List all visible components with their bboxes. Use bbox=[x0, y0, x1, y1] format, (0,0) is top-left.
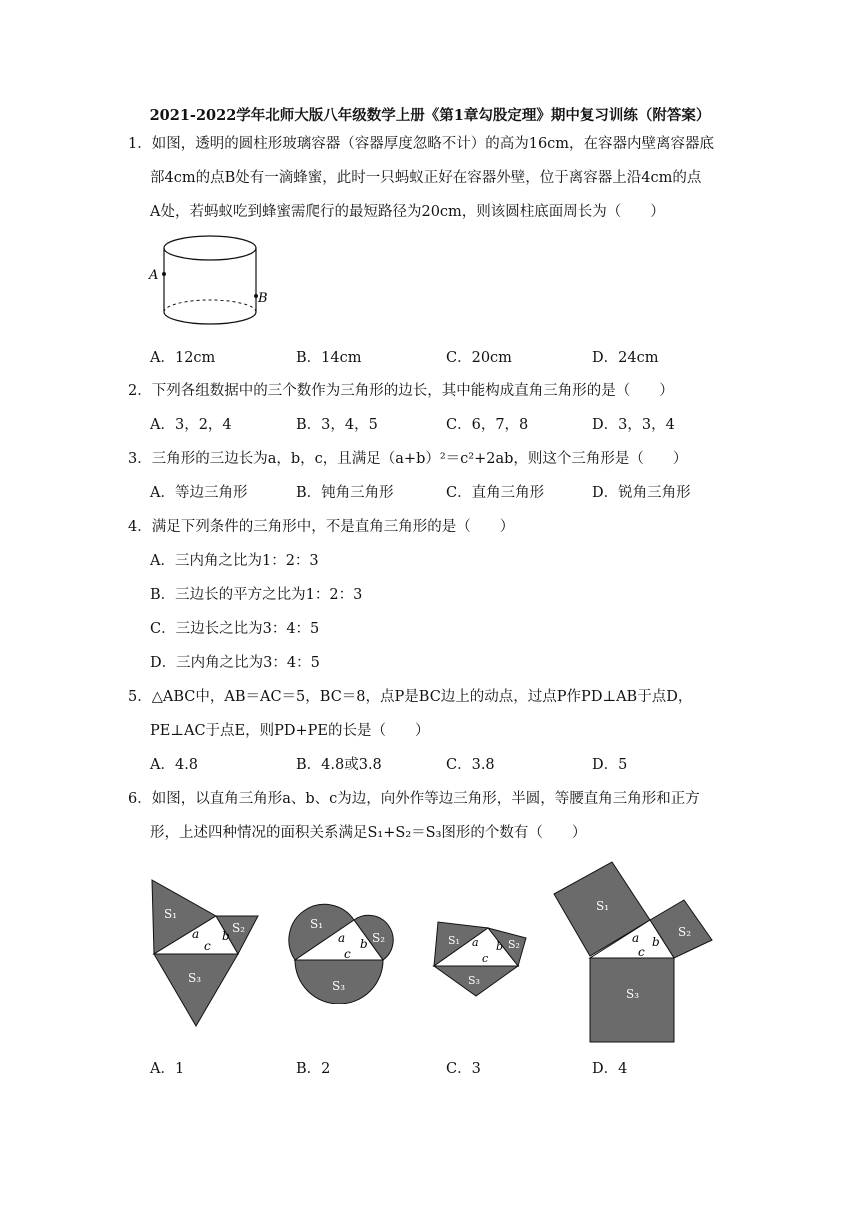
q6-option-d[interactable]: D．4 bbox=[592, 1061, 628, 1077]
q4-option-d[interactable]: D．三内角之比为3：4：5 bbox=[150, 655, 320, 671]
q2-option-d[interactable]: D．3，3，4 bbox=[592, 417, 675, 433]
fig1-c: c bbox=[204, 939, 211, 953]
q2-option-a[interactable]: A．3，2，4 bbox=[150, 417, 232, 433]
q5-option-c[interactable]: C．3.8 bbox=[446, 757, 495, 773]
fig2-c: c bbox=[344, 947, 351, 961]
cylinder-figure bbox=[140, 232, 280, 338]
q6-option-c[interactable]: C．3 bbox=[446, 1061, 481, 1077]
fig2-a: a bbox=[338, 931, 346, 945]
cylinder-label-b: B bbox=[258, 291, 268, 306]
fig3-c: c bbox=[482, 952, 489, 965]
q2-option-c[interactable]: C．6，7，8 bbox=[446, 417, 529, 433]
fig1-s3: S₃ bbox=[188, 971, 202, 985]
fig1-s2: S₂ bbox=[232, 921, 246, 935]
fig4-s1: S₁ bbox=[596, 899, 610, 913]
q4-option-c[interactable]: C．三边长之比为3：4：5 bbox=[150, 621, 320, 637]
q6-figure-equilateral bbox=[148, 874, 264, 1030]
q3-option-b[interactable]: B．钝角三角形 bbox=[296, 485, 394, 501]
q1-line3: A处，若蚂蚁吃到蜂蜜需爬行的最短路径为20cm，则该圆柱底面周长为（ ） bbox=[150, 204, 665, 220]
q6-line2: 形，上述四种情况的面积关系满足S₁+S₂＝S₃图形的个数有（ ） bbox=[150, 825, 587, 841]
fig4-a: a bbox=[632, 931, 640, 945]
q6-figure-semicircle bbox=[288, 898, 400, 1004]
q6-option-b[interactable]: B．2 bbox=[296, 1061, 331, 1077]
fig4-s3: S₃ bbox=[626, 987, 640, 1001]
q3-line1: 3．三角形的三边长为a，b，c，且满足（a+b）²＝c²+2ab，则这个三角形是（ ） bbox=[128, 451, 688, 467]
fig3-a: a bbox=[472, 936, 479, 949]
fig3-s2: S₂ bbox=[508, 938, 520, 951]
fig1-a: a bbox=[192, 927, 200, 941]
q6-figure-squares bbox=[552, 860, 716, 1048]
q3-option-a[interactable]: A．等边三角形 bbox=[150, 485, 248, 501]
fig2-s2: S₂ bbox=[372, 931, 386, 945]
q1-line1: 1．如图，透明的圆柱形玻璃容器（容器厚度忽略不计）的高为16cm，在容器内壁离容器底 bbox=[128, 136, 715, 152]
q6-option-a[interactable]: A．1 bbox=[150, 1061, 185, 1077]
fig1-s1: S₁ bbox=[164, 907, 178, 921]
q4-line1: 4．满足下列条件的三角形中，不是直角三角形的是（ ） bbox=[128, 519, 515, 535]
fig4-b: b bbox=[652, 935, 660, 949]
fig1-b: b bbox=[222, 929, 230, 943]
q6-line1: 6．如图，以直角三角形a、b、c为边，向外作等边三角形，半圆，等腰直角三角形和正方 bbox=[128, 791, 700, 807]
q3-option-c[interactable]: C．直角三角形 bbox=[446, 485, 545, 501]
q5-line1: 5．△ABC中，AB＝AC＝5，BC＝8，点P是BC边上的动点，过点P作PD⊥AB于点D， bbox=[128, 689, 693, 705]
q5-option-d[interactable]: D．5 bbox=[592, 757, 628, 773]
fig3-b: b bbox=[496, 940, 504, 953]
q4-option-a[interactable]: A．三内角之比为1：2：3 bbox=[150, 553, 319, 569]
fig4-s2: S₂ bbox=[678, 925, 692, 939]
fig2-s3: S₃ bbox=[332, 979, 346, 993]
cylinder-label-a: A bbox=[149, 268, 159, 283]
q6-figure-isosceles bbox=[430, 910, 530, 1000]
q5-line2: PE⊥AC于点E，则PD+PE的长是（ ） bbox=[150, 723, 430, 739]
page-title: 2021-2022学年北师大版八年级数学上册《第1章勾股定理》期中复习训练（附答案） bbox=[149, 107, 711, 124]
q2-line1: 2．下列各组数据中的三个数作为三角形的边长，其中能构成直角三角形的是（ ） bbox=[128, 383, 674, 399]
fig2-s1: S₁ bbox=[310, 917, 324, 931]
q1-option-a[interactable]: A．12cm bbox=[150, 350, 216, 366]
q5-option-a[interactable]: A．4.8 bbox=[150, 757, 199, 773]
q1-option-d[interactable]: D．24cm bbox=[592, 350, 659, 366]
q1-option-c[interactable]: C．20cm bbox=[446, 350, 512, 366]
q4-option-b[interactable]: B．三边长的平方之比为1：2：3 bbox=[150, 587, 363, 603]
q1-line2: 部4cm的点B处有一滴蜂蜜，此时一只蚂蚁正好在容器外壁，位于离容器上沿4cm的点 bbox=[150, 170, 702, 186]
q3-option-d[interactable]: D．锐角三角形 bbox=[592, 485, 691, 501]
fig3-s3: S₃ bbox=[468, 974, 480, 987]
fig2-b: b bbox=[360, 937, 368, 951]
fig4-c: c bbox=[638, 945, 645, 959]
q2-option-b[interactable]: B．3，4，5 bbox=[296, 417, 378, 433]
fig3-s1: S₁ bbox=[448, 934, 460, 947]
q1-option-b[interactable]: B．14cm bbox=[296, 350, 362, 366]
q5-option-b[interactable]: B．4.8或3.8 bbox=[296, 757, 382, 773]
